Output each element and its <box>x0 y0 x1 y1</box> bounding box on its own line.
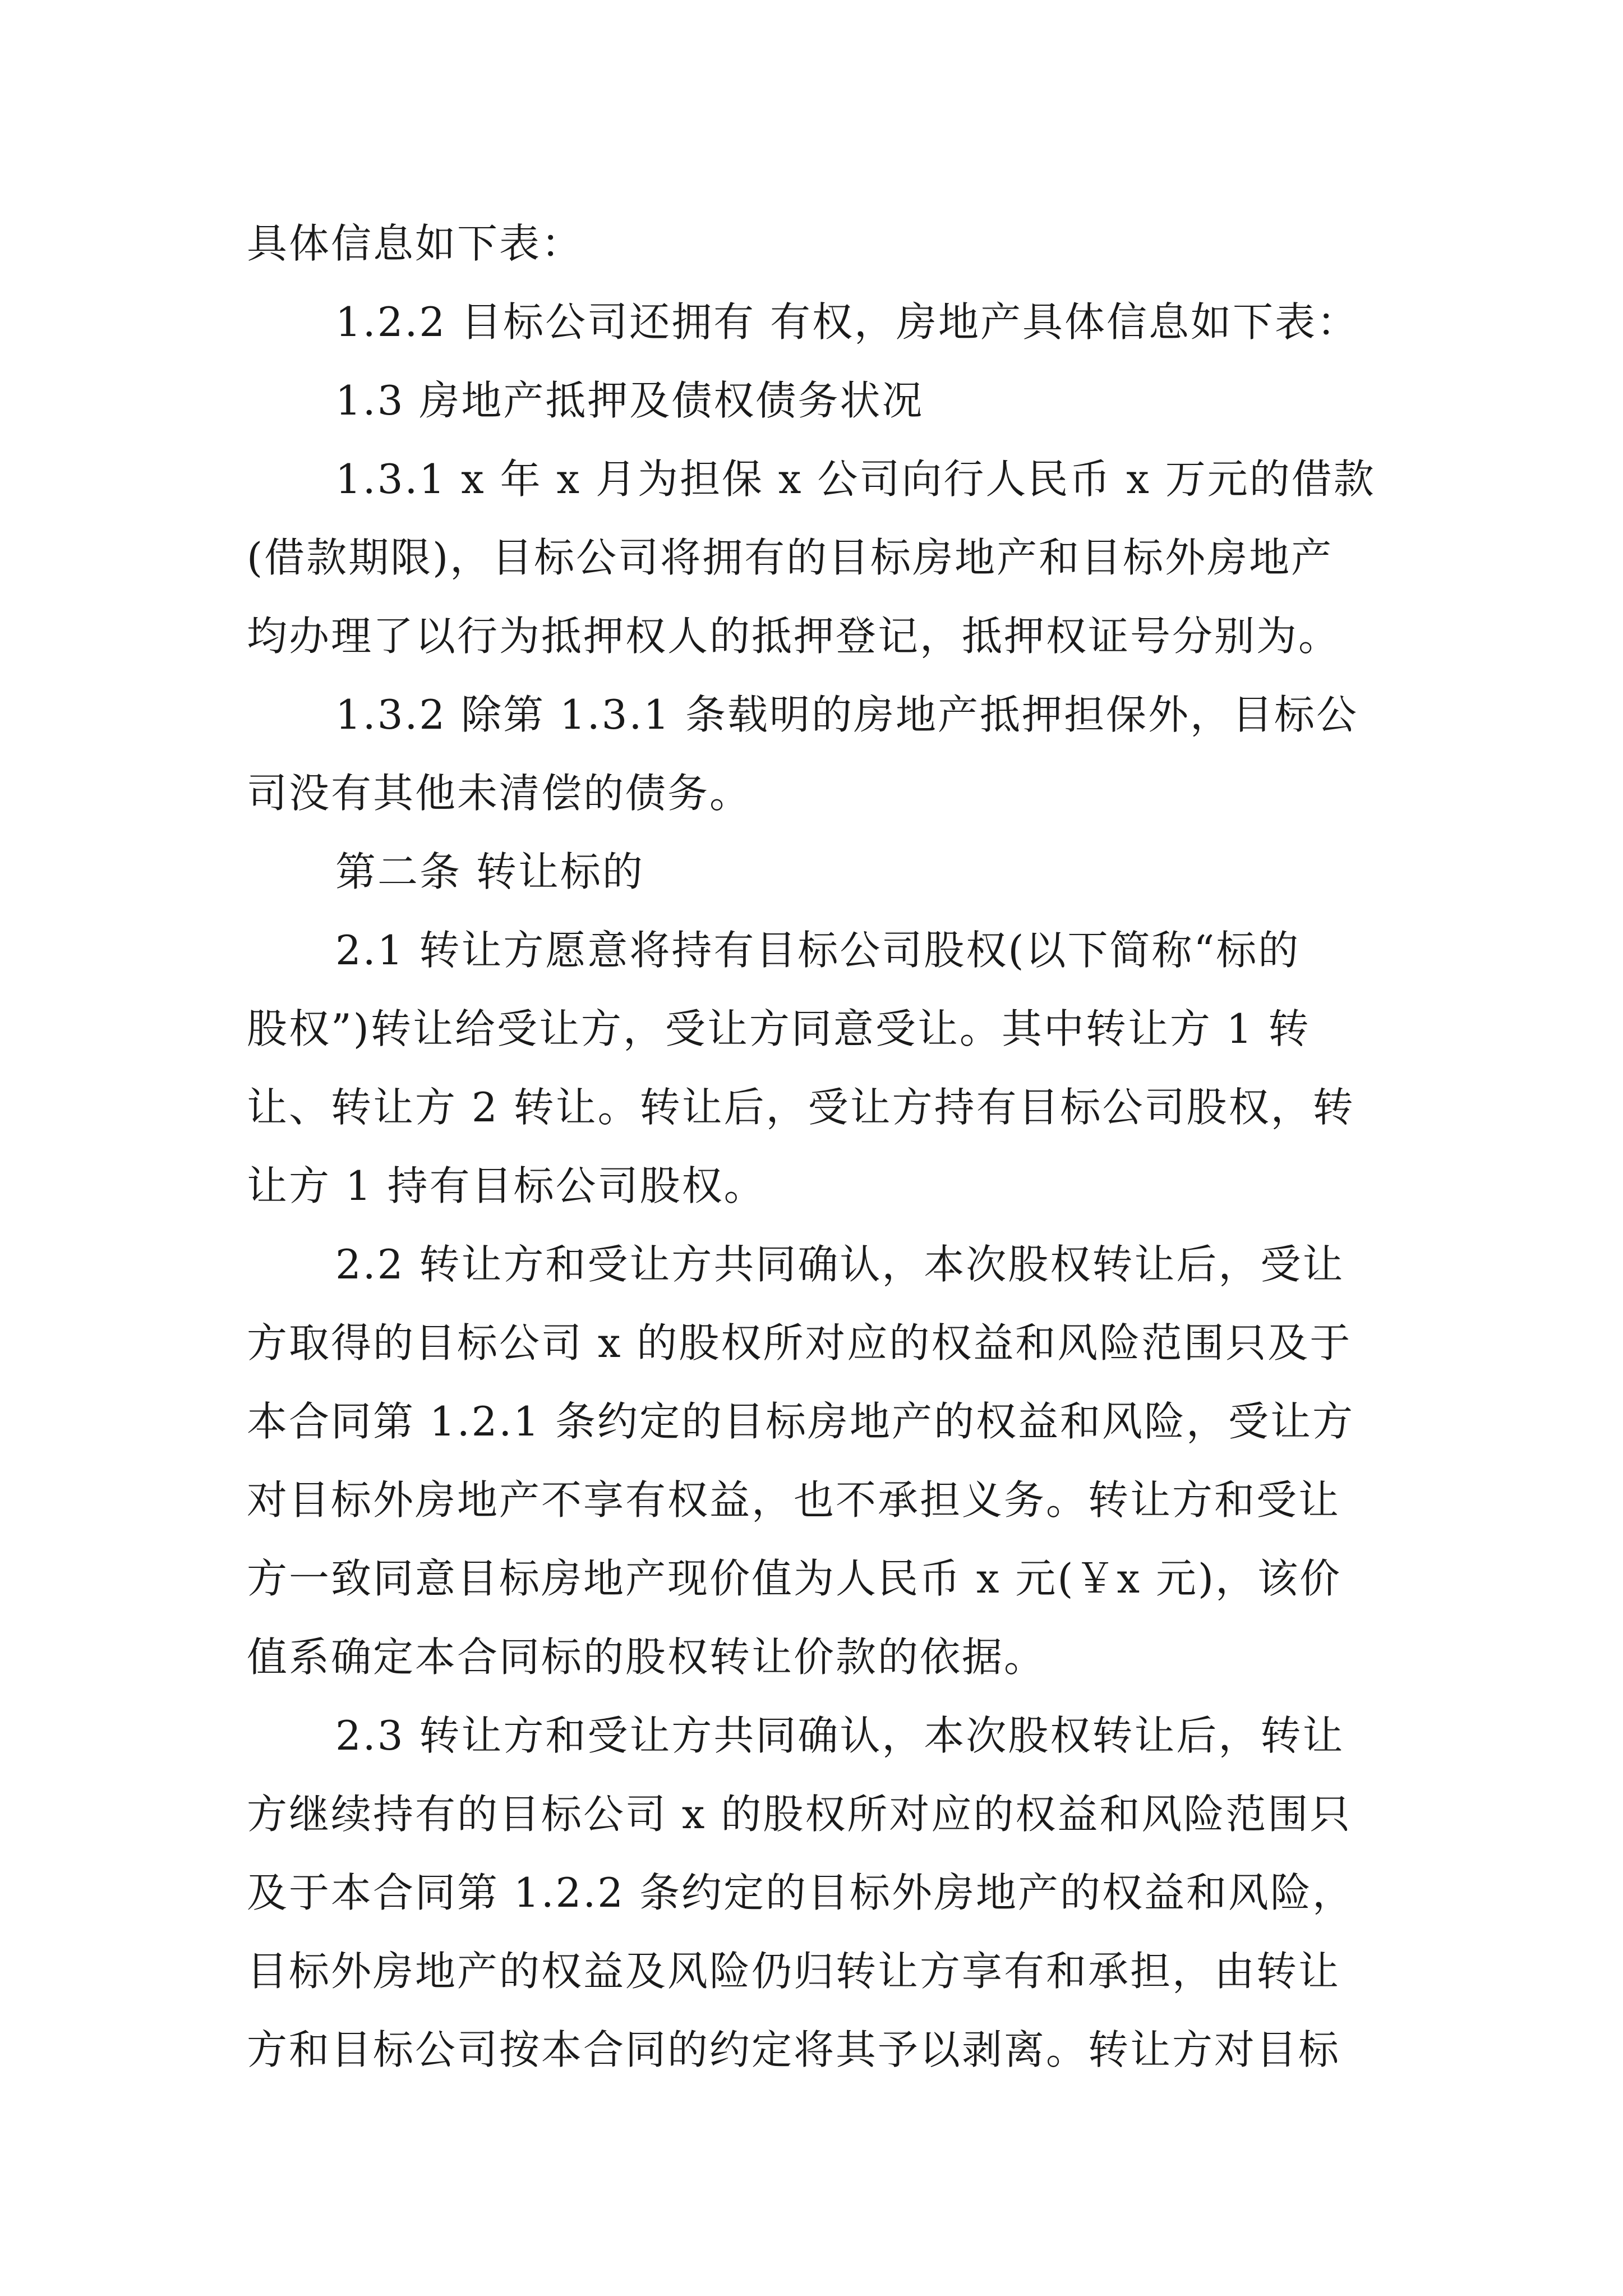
text-line: 本合同第 1.2.1 条约定的目标房地产的权益和风险，受让方 <box>247 1398 1354 1445</box>
text-line: 让方 1 持有目标公司股权。 <box>247 1162 766 1209</box>
text-line: 目标外房地产的权益及风险仍归转让方享有和承担，由转让 <box>247 1948 1341 1995</box>
clause-1-2-2: 1.2.2 目标公司还拥有 有权，房地产具体信息如下表： <box>335 298 1359 346</box>
text-line: 及于本合同第 1.2.2 条约定的目标外房地产的权益和风险， <box>247 1869 1354 1916</box>
clause-2-3: 2.3 转让方和受让方共同确认，本次股权转让后，转让 <box>335 1712 1345 1759</box>
text-line: 方继续持有的目标公司 x 的股权所对应的权益和风险范围只 <box>247 1791 1352 1838</box>
text-line: 司没有其他未清偿的债务。 <box>247 770 752 817</box>
clause-1-3-1: 1.3.1 x 年 x 月为担保 x 公司向行人民币 x 万元的借款 <box>335 455 1376 503</box>
clause-2-1: 2.1 转让方愿意将持有目标公司股权(以下简称“标的 <box>335 927 1301 974</box>
text-line: 方和目标公司按本合同的约定将其予以剥离。转让方对目标 <box>247 2026 1341 2073</box>
clause-1-3-2: 1.3.2 除第 1.3.1 条载明的房地产抵押担保外，目标公 <box>335 691 1359 738</box>
section-heading-1-3: 1.3 房地产抵押及债权债务状况 <box>335 377 924 424</box>
text-line: (借款期限)，目标公司将拥有的目标房地产和目标外房地产 <box>247 534 1334 581</box>
text-line: 股权”)转让给受让方，受让方同意受让。其中转让方 1 转 <box>247 1005 1311 1052</box>
text-line: 方一致同意目标房地产现价值为人民币 x 元(￥x 元)，该价 <box>247 1555 1342 1602</box>
text-line: 对目标外房地产不享有权益，也不承担义务。转让方和受让 <box>247 1476 1341 1524</box>
text-line: 让、转让方 2 转让。转让后，受让方持有目标公司股权，转 <box>247 1084 1355 1131</box>
text-line: 具体信息如下表： <box>247 220 584 267</box>
text-line: 值系确定本合同标的股权转让价款的依据。 <box>247 1634 1046 1681</box>
clause-2-2: 2.2 转让方和受让方共同确认，本次股权转让后，受让 <box>335 1241 1345 1288</box>
text-line: 方取得的目标公司 x 的股权所对应的权益和风险范围只及于 <box>247 1319 1352 1366</box>
article-heading-2: 第二条 转让标的 <box>335 848 644 895</box>
text-line: 均办理了以行为抵押权人的抵押登记，抵押权证号分别为。 <box>247 613 1341 660</box>
